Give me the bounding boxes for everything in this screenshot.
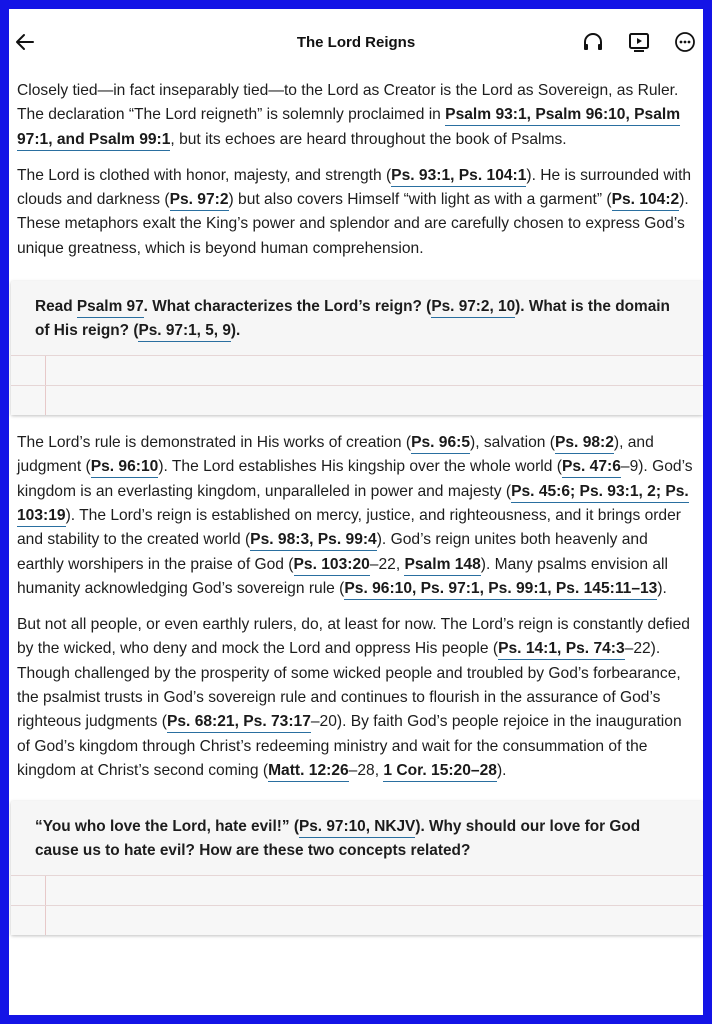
text: –20). By faith God’s people rejoice in the inauguration of God’s kingdom through Christ’s redeeming ministry and wait for the consummation of the kingdom at Christ’s second coming ( — [17, 713, 682, 779]
scripture-link[interactable]: Ps. 98:3, Ps. 99:4 — [250, 531, 377, 551]
text: The Lord’s rule is demonstrated in His works of creation ( — [17, 434, 412, 452]
headphones-icon[interactable] — [581, 30, 605, 54]
text: , but its echoes are heard throughout the book of Psalms. — [170, 130, 567, 148]
answer-area[interactable] — [11, 355, 703, 415]
scripture-link[interactable]: Psalm 93:1, Psalm 96:10, Psalm 97:1, and Psalm 99:1 — [17, 106, 680, 150]
scripture-link[interactable]: Ps. 96:10, Ps. 97:1, Ps. 99:1, Ps. 145:11–13 — [344, 580, 657, 600]
text: –22, — [369, 555, 405, 573]
text: Read — [35, 298, 77, 316]
paragraph-4 — [17, 613, 697, 783]
toolbar-actions — [581, 30, 697, 54]
text: ), and judgment ( — [17, 434, 654, 476]
text: ). — [230, 322, 241, 340]
text: ). The Lord establishes His kingship over the whole world ( — [158, 458, 562, 476]
question-box-2 — [11, 801, 703, 935]
question-text — [11, 801, 703, 875]
lesson-content — [17, 79, 697, 945]
scripture-link[interactable]: Ps. 98:2 — [555, 434, 614, 454]
answer-line[interactable] — [11, 385, 703, 415]
text: ). These metaphors exalt the King’s power and splendor and are carefully chosen to express God’s unique greatness, which is beyond human comprehension. — [17, 191, 689, 257]
scripture-link[interactable]: Ps. 97:2 — [170, 191, 229, 211]
text: ). — [496, 761, 507, 779]
text: –28, — [348, 761, 384, 779]
scripture-link[interactable]: Ps. 104:2 — [612, 191, 680, 211]
scripture-link[interactable]: Ps. 96:5 — [411, 434, 470, 454]
play-video-icon[interactable] — [627, 30, 651, 54]
answer-line[interactable] — [11, 875, 703, 905]
text: ). He is surrounded with clouds and darkness ( — [17, 166, 692, 209]
text: ). The Lord’s reign is established on mercy, justice, and righteousness, and it brings order and stability to the created world ( — [17, 506, 681, 549]
answer-line[interactable] — [11, 905, 703, 935]
scripture-link[interactable]: Ps. 45:6; Ps. 93:1, 2; Ps. 103:19 — [17, 483, 689, 527]
text: ). What is the domain of His reign? ( — [35, 298, 670, 340]
top-bar — [9, 9, 703, 75]
text: . What characterizes the Lord’s reign? ( — [143, 298, 432, 316]
app-window — [9, 9, 703, 1015]
text: Closely tied—in fact inseparably tied—to the Lord as Creator is the Lord as Sovereign, as Ruler. The declaration “The Lord reigneth” is solemnly proclaimed in — [17, 82, 679, 124]
text: –22). Though challenged by the prosperity of some wicked people and troubled by God’s forbearance, the psalmist trusts in God’s sovereign rule and continues to flourish in the assurance of God’s righteous judgments ( — [17, 640, 681, 731]
page-title: The Lord Reigns — [296, 33, 416, 51]
text: The Lord is clothed with honor, majesty, and strength ( — [17, 166, 392, 184]
scripture-link[interactable]: Ps. 47:6 — [562, 458, 621, 478]
scripture-link[interactable]: Ps. 97:10, NKJV — [299, 818, 415, 838]
arrow-left-icon[interactable] — [13, 30, 37, 54]
paragraph-1 — [17, 79, 697, 152]
scripture-link[interactable]: Psalm 97 — [77, 298, 144, 318]
text: ) but also covers Himself “with light as with a garment” ( — [228, 191, 612, 209]
more-options-icon[interactable] — [673, 30, 697, 54]
answer-line[interactable] — [11, 355, 703, 385]
scripture-link[interactable]: Ps. 97:2, 10 — [431, 298, 515, 318]
scripture-link[interactable]: Ps. 14:1, Ps. 74:3 — [498, 640, 625, 660]
text: ). Why should our love for God cause us to hate evil? How are these two concepts related? — [35, 818, 641, 860]
scripture-link[interactable]: 1 Cor. 15:20–28 — [383, 762, 497, 782]
text: –9). God’s kingdom is an everlasting kingdom, unparalleled in power and majesty ( — [17, 458, 693, 500]
answer-area[interactable] — [11, 875, 703, 935]
question-box-1 — [11, 281, 703, 415]
text: ). God’s reign unites both heavenly and earthly worshipers in the praise of God ( — [17, 531, 648, 573]
scripture-link[interactable]: Ps. 97:1, 5, 9 — [138, 322, 230, 342]
text: ). Many psalms envision all humanity acknowledging God’s sovereign rule ( — [17, 555, 668, 597]
text: ), salvation ( — [470, 434, 555, 452]
scripture-link[interactable]: Ps. 103:20 — [294, 556, 370, 576]
scripture-link[interactable]: Ps. 93:1, Ps. 104:1 — [391, 167, 526, 187]
scripture-link[interactable]: Matt. 12:26 — [268, 762, 349, 782]
text: ). — [657, 579, 667, 597]
scripture-link[interactable]: Ps. 96:10 — [91, 458, 159, 478]
paragraph-3 — [17, 431, 697, 601]
text: But not all people, or even earthly rulers, do, at least for now. The Lord’s reign is constantly defied by the wicked, who deny and mock the Lord and oppress His people ( — [17, 616, 690, 658]
scripture-link[interactable]: Ps. 68:21, Ps. 73:17 — [167, 713, 311, 733]
scripture-link[interactable]: Psalm 148 — [404, 556, 480, 576]
paragraph-2 — [17, 164, 697, 261]
question-text — [11, 281, 703, 355]
text: “You who love the Lord, hate evil!” ( — [35, 818, 299, 836]
